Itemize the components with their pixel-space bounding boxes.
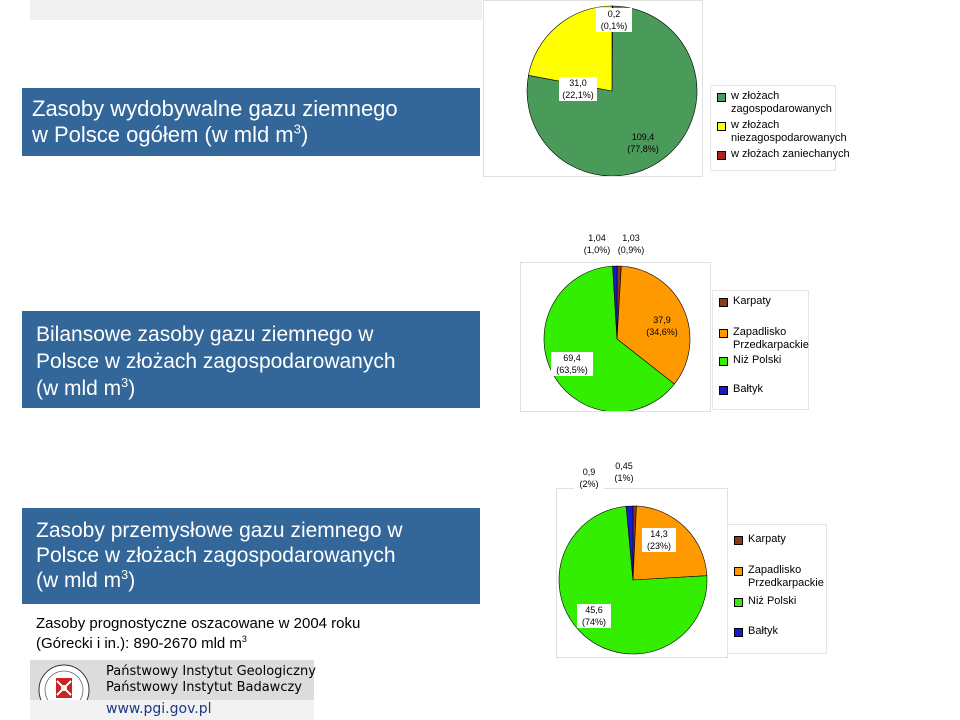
chart-2-label-zapadlisko-pct: (34,6%) [646, 327, 678, 337]
chart-2-legend-label-2: Zapadlisko Przedkarpackie [733, 326, 809, 351]
chart-3-legend-label-3: Niż Polski [748, 595, 797, 607]
chart-1-legend-swatch-2 [717, 122, 726, 131]
chart-1-label-niezagospodarowanych-value: 31,0 [569, 78, 587, 88]
title-3-line-3 [36, 568, 480, 593]
title-1-line-2 [32, 122, 480, 148]
chart-3-legend-swatch-1 [734, 536, 743, 545]
title-3-line-3-text: (w mld m [36, 569, 122, 592]
chart-2-legend-item-3 [719, 354, 781, 367]
title-2-line-2: Polsce w złożach zagospodarowanych [36, 350, 396, 373]
title-2-line-3-text: (w mld m [36, 377, 122, 400]
note-line-2 [36, 634, 360, 654]
chart-3-legend-label-1: Karpaty [748, 533, 786, 545]
chart-3-legend-label-4: Bałtyk [748, 625, 778, 637]
chart-3-label-niz [577, 604, 611, 628]
pie-chart-3 [557, 489, 727, 657]
chart-2-label-baltyk-pct: (1,0%) [583, 245, 611, 255]
footer-url-bar [30, 700, 314, 720]
chart-1-legend-label-2: w złożach niezagospodarowanych [731, 119, 847, 144]
chart-1-legend [710, 85, 850, 171]
title-2-line-3 [36, 375, 480, 402]
title-box-3 [22, 508, 480, 604]
chart-3-label-karpaty [609, 460, 639, 484]
chart-3-label-baltyk-value: 0,9 [582, 467, 596, 477]
chart-2-legend-swatch-4 [719, 386, 728, 395]
chart-2-legend-item-2 [719, 326, 813, 352]
chart-1-label-zagospodarowanych [622, 131, 664, 155]
chart-3-legend-label-2: Zapadlisko Przedkarpackie [748, 564, 824, 589]
chart-2-legend-label-1: Karpaty [733, 295, 771, 307]
title-2-close: ) [128, 377, 136, 400]
title-2-sup: 3 [121, 376, 129, 390]
chart-1-label-zaniechanych-value: 0,2 [607, 9, 621, 19]
chart-2-legend-label-3: Niż Polski [733, 354, 782, 366]
title-3-line-2: Polsce w złożach zagospodarowanych [36, 544, 396, 567]
chart-1-legend-item-1 [717, 90, 831, 116]
prognostic-note [36, 614, 360, 654]
chart-3-legend-swatch-2 [734, 567, 743, 576]
chart-1-legend-label-3: w złożach zaniechanych [731, 148, 850, 160]
chart-3-label-baltyk [574, 466, 604, 490]
chart-1-legend-swatch-3 [717, 151, 726, 160]
chart-1-legend-swatch-1 [717, 93, 726, 102]
note-line-1: Zasoby prognostyczne oszacowane w 2004 roku [36, 615, 361, 632]
chart-2-label-zapadlisko-value: 37,9 [653, 315, 671, 325]
chart-1-legend-item-2 [717, 119, 847, 145]
chart-3-label-niz-value: 45,6 [585, 605, 603, 615]
chart-3-label-zapadlisko-pct: (23%) [646, 541, 671, 551]
title-3-sup: 3 [121, 568, 129, 582]
title-box-1 [22, 88, 480, 156]
chart-3-area [556, 488, 728, 658]
chart-3-label-niz-pct: (74%) [581, 617, 606, 627]
chart-3-legend-swatch-4 [734, 628, 743, 637]
chart-3-legend-item-2 [734, 564, 830, 590]
chart-2-label-karpaty [615, 232, 647, 256]
chart-3-label-zapadlisko [642, 528, 676, 552]
chart-2-legend-swatch-1 [719, 298, 728, 307]
chart-2-label-karpaty-pct: (0,9%) [617, 245, 645, 255]
chart-2-label-niz-pct: (63,5%) [556, 365, 588, 375]
chart-3-label-zapadlisko-value: 14,3 [650, 529, 668, 539]
footer-line-2: Państwowy Instytut Badawczy [106, 680, 302, 695]
chart-1-label-zaniechanych-pct: (0,1%) [600, 21, 628, 31]
note-sup: 3 [241, 634, 247, 644]
chart-1-label-zagospodarowanych-pct: (77,8%) [627, 144, 659, 154]
chart-3-legend [727, 524, 827, 654]
chart-1-legend-item-3 [717, 148, 850, 161]
chart-1-legend-label-1: w złożach zagospodarowanych [731, 90, 832, 115]
chart-3-legend-item-3 [734, 595, 796, 608]
title-1-sup: 3 [293, 121, 301, 137]
chart-1-label-niezagospodarowanych-pct: (22,1%) [562, 90, 594, 100]
note-line-2-text: (Górecki i in.): 890-2670 mld m [36, 635, 242, 652]
footer-url[interactable]: www.pgi.gov.pl [106, 701, 212, 717]
chart-1-label-zaniechanych [596, 8, 632, 32]
chart-3-legend-item-4 [734, 625, 778, 638]
chart-1-label-zagospodarowanych-value: 109,4 [631, 132, 655, 142]
title-box-2 [22, 311, 480, 408]
title-3-line-1: Zasoby przemysłowe gazu ziemnego w [36, 519, 403, 542]
chart-2-legend-swatch-3 [719, 357, 728, 366]
chart-3-label-baltyk-pct: (2%) [579, 479, 599, 489]
chart-2-label-niz-value: 69,4 [563, 353, 581, 363]
chart-2-label-niz [551, 352, 593, 376]
title-3-close: ) [128, 569, 136, 592]
chart-3-label-karpaty-value: 0,45 [615, 461, 633, 471]
footer-line-1: Państwowy Instytut Geologiczny [106, 664, 316, 679]
chart-2-label-baltyk-value: 1,04 [588, 233, 606, 243]
chart-3-legend-swatch-3 [734, 598, 743, 607]
chart-3-legend-item-1 [734, 533, 786, 546]
chart-2-label-zapadlisko [641, 314, 683, 338]
chart-1-label-niezagospodarowanych [559, 77, 597, 101]
chart-2-legend-item-1 [719, 295, 771, 308]
top-strip [30, 0, 482, 20]
chart-3-label-karpaty-pct: (1%) [614, 473, 634, 483]
title-2-line-1: Bilansowe zasoby gazu ziemnego w [36, 323, 374, 346]
title-1-line-1: Zasoby wydobywalne gazu ziemnego [32, 96, 398, 121]
chart-2-legend [712, 290, 809, 410]
title-1-line-2-text: w Polsce ogółem (w mld m [32, 122, 294, 147]
chart-2-label-baltyk [581, 232, 613, 256]
chart-2-legend-swatch-2 [719, 329, 728, 338]
chart-2-label-karpaty-value: 1,03 [622, 233, 640, 243]
title-1-close: ) [300, 122, 309, 147]
chart-2-legend-item-4 [719, 383, 763, 396]
chart-2-legend-label-4: Bałtyk [733, 383, 763, 395]
